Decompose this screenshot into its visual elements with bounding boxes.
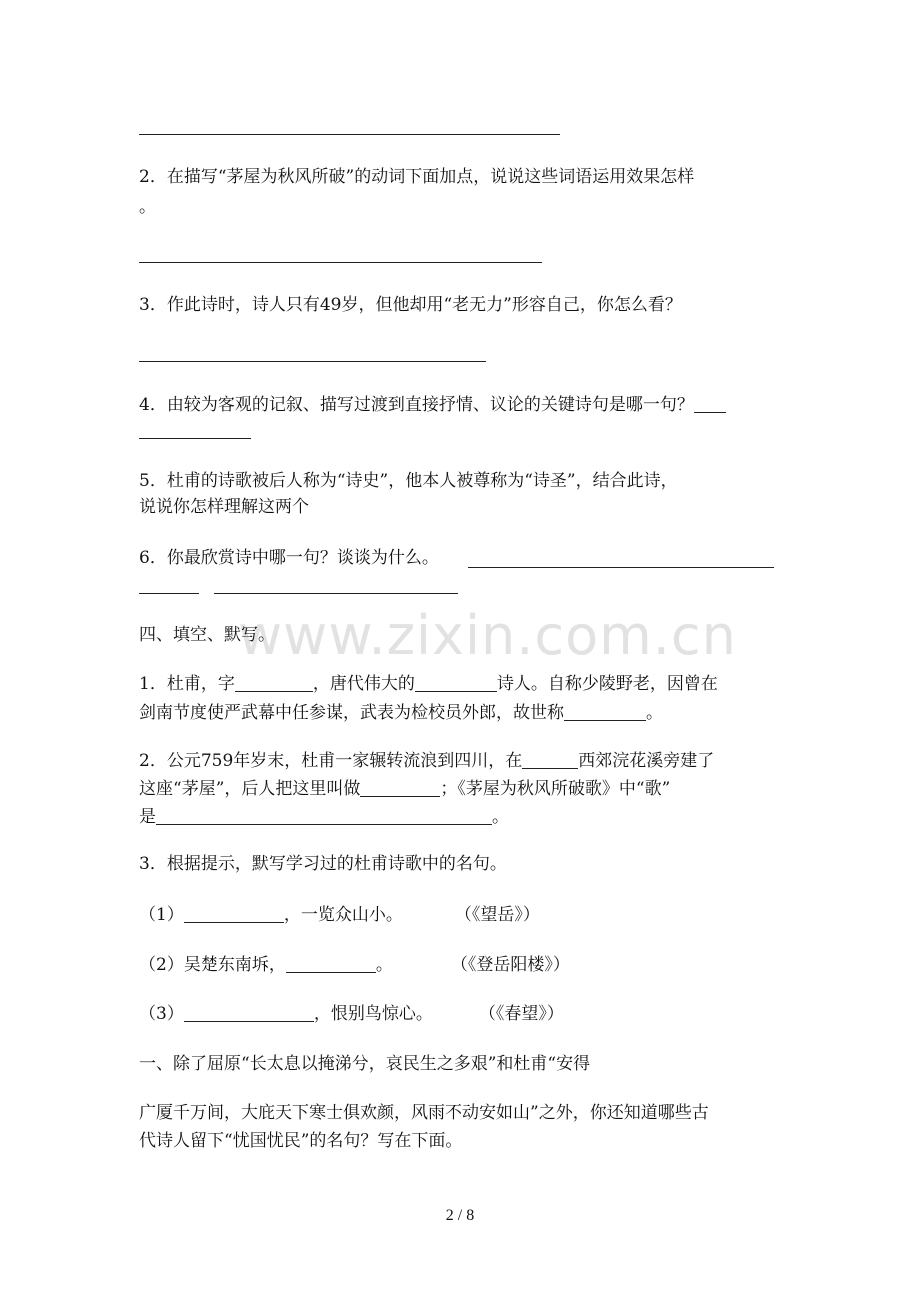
poem-item-1: [139, 903, 540, 928]
fill-2-text-c: 这座“茅屋”，后人把这里叫做: [139, 779, 361, 799]
question-2-continuation: 。: [139, 197, 156, 217]
fill-3-title: 3．根据提示，默写学习过的杜甫诗歌中的名句。: [139, 854, 507, 874]
question-3: 3．作此诗时，诗人只有49岁，但他却用“老无力”形容自己，你怎么看？: [139, 295, 682, 315]
answer-line: [214, 593, 458, 594]
question-4: [139, 393, 726, 418]
poem-item-text: ，恨别鸟惊心。: [313, 1004, 433, 1024]
answer-line: [139, 262, 542, 263]
poem-item-text: 。: [375, 955, 393, 975]
poem-source: （《春望》）: [478, 1004, 564, 1024]
fill-1-text-e: 。: [646, 703, 663, 723]
fill-2-line-1: [139, 749, 714, 774]
poem-source: （《登岳阳楼》）: [450, 955, 570, 975]
answer-blank: [522, 750, 578, 769]
answer-line: [139, 593, 199, 594]
poem-item-number: （3）: [139, 1004, 184, 1024]
poem-item-text: ，一览众山小。: [283, 905, 403, 925]
fill-2-text-d: ；《茅屋为秋风所破歌》中“歌”: [440, 779, 671, 799]
poem-item-3: [139, 1002, 564, 1027]
fill-1-text-b: ，唐代伟大的: [312, 674, 415, 694]
fill-1-text-d: 剑南节度使严武幕中任参谋，武表为检校员外郎，故世称: [139, 703, 564, 723]
fill-1-text-a: 1．杜甫，字: [139, 674, 235, 694]
fill-1-text-c: 诗人。自称少陵野老，因曾在: [496, 674, 718, 694]
poem-item-number: （1）: [139, 905, 184, 925]
extra-question-line-3: 代诗人留下“忧国忧民”的名句？写在下面。: [139, 1131, 463, 1151]
answer-line: [139, 134, 560, 135]
extra-question-line-1: 一、除了屈原“长太息以掩涕兮，哀民生之多艰”和杜甫“安得: [139, 1054, 591, 1074]
fill-1-line-1: [139, 672, 718, 697]
fill-2-text-f: 。: [492, 807, 509, 827]
answer-blank: [235, 673, 313, 692]
answer-line: [468, 567, 774, 568]
extra-question-line-2: 广厦千万间，大庇天下寒士俱欢颜，风雨不动安如山”之外，你还知道哪些古: [139, 1103, 709, 1123]
answer-blank: [694, 394, 726, 413]
fill-2-line-2: [139, 777, 670, 802]
fill-2-text-b: 西郊浣花溪旁建了: [578, 751, 715, 771]
answer-blank: [415, 673, 497, 692]
fill-2-text-a: 2．公元759年岁末，杜甫一家辗转流浪到四川，在: [139, 751, 523, 771]
question-4-text: 4．由较为客观的记叙、描写过渡到直接抒情、议论的关键诗句是哪一句？: [139, 395, 694, 415]
fill-2-line-3: [139, 805, 509, 830]
answer-blank: [360, 778, 440, 797]
question-5-line-1: 5．杜甫的诗歌被后人称为“诗史”，他本人被尊称为“诗圣”，结合此诗，: [139, 471, 678, 491]
poem-item-number: （2）吴楚东南坼，: [139, 955, 286, 975]
question-5-line-2: 说说你怎样理解这两个: [139, 497, 309, 517]
answer-blank: [156, 806, 492, 825]
poem-item-2: [139, 953, 570, 978]
question-6: 6．你最欣赏诗中哪一句？谈谈为什么。: [139, 548, 439, 568]
watermark: www.zixin.com.cn: [238, 604, 737, 667]
answer-blank: [184, 1003, 314, 1022]
question-2: 2．在描写“茅屋为秋风所破”的动词下面加点，说说这些词语运用效果怎样: [139, 167, 695, 187]
fill-1-line-2: [139, 701, 663, 726]
answer-blank: [564, 702, 646, 721]
poem-source: （《望岳》）: [454, 905, 540, 925]
answer-blank: [286, 954, 376, 973]
page-number: 2 / 8: [445, 1207, 475, 1224]
answer-line: [139, 438, 251, 439]
answer-blank: [184, 904, 284, 923]
fill-2-text-e: 是: [139, 807, 156, 827]
section-4-title: 四、填空、默写。: [139, 625, 275, 645]
answer-line: [139, 361, 486, 362]
